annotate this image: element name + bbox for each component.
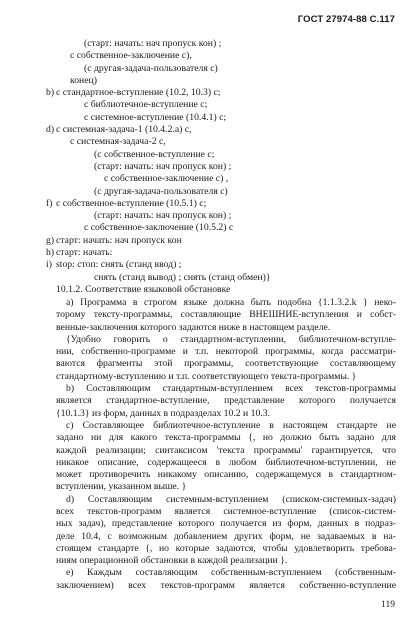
code-line [0,210,419,222]
paragraph-last-line: вступлении, указанном выше. } [56,481,187,493]
paragraphs [0,297,419,592]
code-line [0,99,419,111]
code-line-text: старт: начать: [56,247,113,259]
paragraph-line: нии, собственно-программе и т.п. некоторой программы, когда рассматри- [56,346,396,358]
code-line-text: с библиотечное-вступление с; [84,99,208,111]
paragraph-line: задано ни для какого текста-программы {, но должно быть задано для [56,432,396,444]
paragraph-line: может противоречить никакому описанию, содержащемуся в стандартном- [56,469,396,481]
paragraph-line: ваются фрагменты этой программы, соответствующие составляющему [56,358,396,370]
code-line [0,173,419,185]
paragraph-line: а) Программа в строгом языке должна быть подобна {1.1.3.2.k } неко- [66,296,396,308]
code-line [0,161,419,173]
code-line-text: снять (станд вывод) ; снять (станд обмен)} [94,271,271,283]
code-line [0,235,419,247]
code-line [0,247,419,259]
code-line-text: (старт: начать: нач пропуск кон) ; [94,160,232,172]
code-line-text: с системная-задача-1 (10.4.2.а) с, [56,124,192,136]
paragraph-line: b) Составляющим стандартным-вступлением всех текстов-программы [66,383,396,395]
code-line [0,87,419,99]
section-heading: 10.1.2. Соответствие языковой обстановке [56,283,231,295]
page-number: 119 [381,599,395,610]
code-line-text: (старт: начать: нач пропуск кон) ; [94,210,232,222]
paragraph [46,297,396,334]
paragraph-line: каждой реализации; синтаксисом 'текста программы' гарантируется, что [56,444,396,456]
code-line [0,38,419,50]
page-header: ГОСТ 27974-88 С.117 [297,14,395,25]
code-line-label: b) [46,87,55,99]
code-line [0,124,419,136]
paragraph-line: {Удобно говорить о стандартном-вступлении, библиотечном-вступле- [66,333,396,345]
code-listing [0,38,419,284]
code-line-text: с системная-задача-2 с, [70,136,166,148]
paragraph-last-line: ниям операционной обстановки в каждой реализации }. [56,555,288,567]
code-line [0,50,419,62]
paragraph-line: е) Каждым составляющим собственным-вступлением (собственным- [66,567,396,579]
code-line [0,63,419,75]
code-line-text: (старт: начать: нач пропуск кон) ; [84,38,222,49]
code-line [0,198,419,210]
paragraph-line: с) Составляющее библиотечное-вступление в настоящем стандарте не [66,419,396,431]
code-line-text: с собственное-вступление (10.5.1) с; [56,197,207,209]
paragraph-last-line: венные-заключения которого задаются ниже в настоящем разделе. [56,321,331,333]
code-line-text: (с собственное-вступление с; [94,148,215,160]
code-line-label: h) [46,247,55,259]
paragraph [46,420,396,494]
code-line [0,149,419,161]
code-line-text: stop: стоп: снять (станд ввод) ; [56,259,182,271]
paragraph-line: деле 10.4, с возможным добавлением других форм, не задаваемых в на- [56,530,396,542]
code-line [0,136,419,148]
code-line [0,186,419,198]
paragraph-line: ных задач), представление которого получается из форм, данных в подраз- [56,518,396,530]
code-line-text: (с другая-задача-пользователя с) [84,62,218,74]
code-line-label: i) [46,259,52,271]
code-line [0,222,419,234]
paragraph-line: является стандартное-вступление, представление которого получается [56,395,396,407]
code-line-text: с собственное-заключение (10.5.2) с [84,222,234,234]
code-line-label: d) [46,124,55,136]
paragraph [46,567,396,592]
code-line [0,75,419,87]
paragraph-line: никакое описание, содержащееся в любом библиотечном-вступлении, не [56,456,396,468]
code-line-text: старт: начать: нач пропуск кон [56,234,182,246]
code-line [0,259,419,271]
code-line-text: с собственное-заключение с), [70,50,192,62]
paragraph [46,334,396,383]
code-line-text: (с другая-задача-пользователя с) [94,185,228,197]
paragraph [46,383,396,420]
code-line-label: g) [46,234,55,246]
code-line-label: f) [46,197,53,209]
code-line-text: с стандартное-вступление (10.2, 10.3) с; [56,87,221,99]
paragraph-last-line: {10.1.3} из форм, данных в подразделах 10.2 и 10.3. [56,407,270,419]
code-line [0,272,419,284]
paragraph-line: торому тексту-программы, составляющие ВНЕШНИЕ-вступления и собст- [56,309,396,321]
code-line [0,112,419,124]
code-line-text: конец) [70,74,97,86]
code-line-text: с системное-вступление (10.4.1) с; [84,111,227,123]
paragraph-line: всех текстов-программ является системное-вступление (список-систем- [56,505,396,517]
paragraph [46,494,396,568]
paragraph-line: d) Составляющим системным-вступлением (списком-системных-задач) [66,493,396,505]
paragraph-line: заключением) всех текстов-программ является собственно-вступление [56,579,396,591]
page-body [0,38,419,592]
paragraph-last-line: стандартному-вступлению и т.п. соответствующего текста-программы. } [56,370,357,382]
code-line-text: с собственное-заключение с) , [104,173,229,185]
paragraph-line: стоящем стандарте {, но которые задаются, чтобы удовлетворить требова- [56,542,396,554]
